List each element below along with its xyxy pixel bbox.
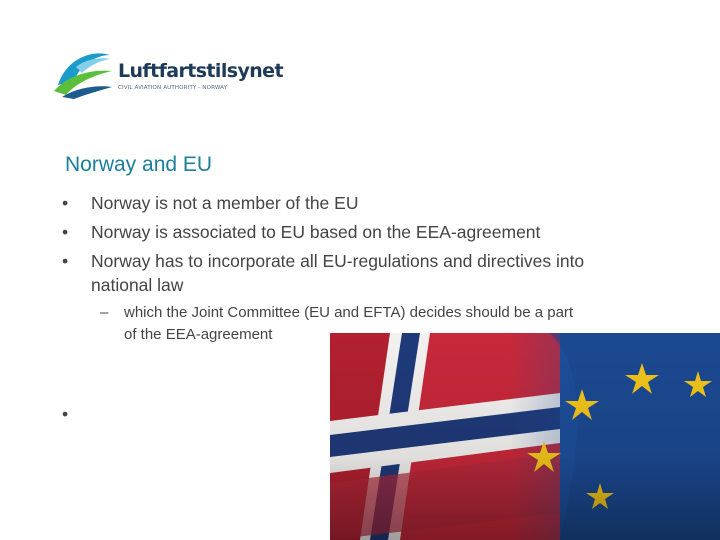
norway-eu-flags-image	[330, 333, 720, 540]
bullet-text-line1: Norway has to incorporate all EU-regulations and directives into	[91, 251, 585, 271]
bullet-text: Norway is not a member of the EU	[91, 193, 359, 213]
sub-bullet-marker: –	[100, 304, 109, 321]
empty-bullet-marker: •	[62, 404, 69, 424]
bullet-text: Norway is associated to EU based on the EEA-agreement	[91, 222, 541, 242]
sub-bullet-text-line1: which the Joint Committee (EU and EFTA) decides should be a part	[124, 304, 574, 321]
logo-tagline: CIVIL AVIATION AUTHORITY - NORWAY	[118, 85, 228, 91]
luftfartstilsynet-logo	[52, 44, 283, 104]
bullet-text-line2: national law	[91, 275, 184, 295]
logo-wordmark: Luftfartstilsynet	[118, 60, 283, 82]
bullet-marker: •	[62, 251, 69, 271]
logo-swoosh-icon	[52, 47, 114, 99]
bullet-marker: •	[62, 222, 69, 242]
sub-bullet-text-line2: of the EEA-agreement	[124, 326, 273, 343]
bullet-marker: •	[62, 193, 69, 213]
slide-title: Norway and EU	[65, 153, 213, 176]
